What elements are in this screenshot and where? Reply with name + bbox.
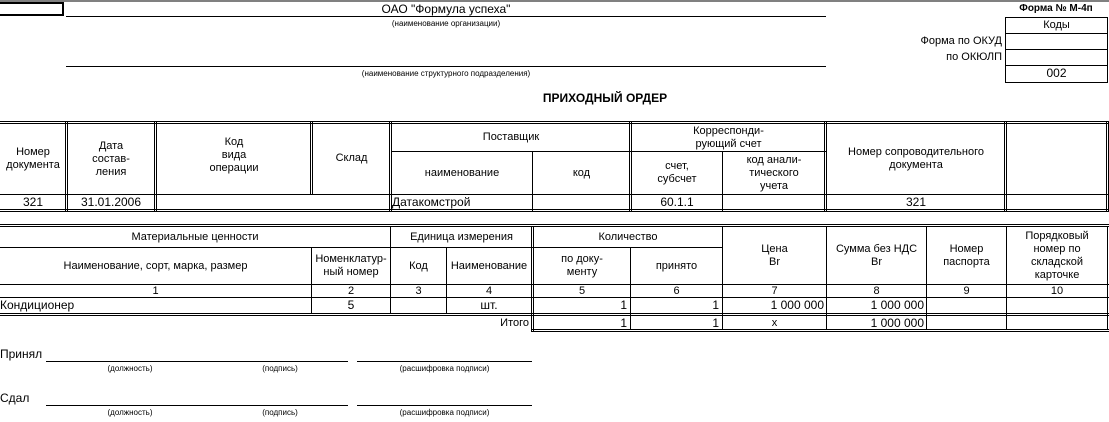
column-number: 1 — [152, 285, 159, 297]
header-date: Дата состав- ления — [92, 139, 130, 178]
column-number: 6 — [673, 285, 680, 297]
position-caption: (должность) — [107, 408, 153, 417]
total-sum-cell[interactable]: 1 000 000 — [870, 316, 924, 330]
column-number: 7 — [771, 285, 778, 297]
item-nomenclature-cell[interactable]: 5 — [347, 298, 355, 312]
form-number: Форма № М-4п — [1019, 3, 1093, 14]
decode-line[interactable] — [357, 405, 532, 406]
okud-label: Форма по ОКУД — [920, 35, 1002, 47]
header-extra — [1007, 124, 1106, 194]
extra-cell[interactable] — [1007, 195, 1106, 209]
decode-caption: (расшифровка подписи) — [399, 364, 490, 373]
header-account: счет, субсчет — [657, 160, 697, 185]
doc-number-cell[interactable]: 321 — [22, 195, 44, 209]
header-analytic-code: код анали- тического учета — [746, 153, 802, 192]
item-name-cell[interactable]: Кондиционер — [0, 298, 75, 312]
header-supplier: Поставщик — [482, 131, 540, 143]
supplier-code-cell[interactable] — [533, 195, 630, 209]
item-by-doc-cell[interactable]: 1 — [620, 298, 627, 312]
okud-code-field[interactable] — [1005, 33, 1108, 50]
document-title: ПРИХОДНЫЙ ОРДЕР — [542, 91, 668, 105]
header-accompanying-doc: Номер сопроводительного документа — [848, 146, 984, 171]
header-supplier-name: наименование — [424, 166, 500, 179]
position-signature-line[interactable] — [46, 405, 348, 406]
column-number: 8 — [873, 285, 880, 297]
okulp-code-field[interactable] — [1005, 49, 1108, 66]
signature-caption: (подпись) — [262, 364, 298, 373]
header-supplier-code: код — [572, 166, 591, 179]
header-corr-account: Корреспонди- рующий счет — [693, 124, 764, 150]
header-accepted: принято — [655, 259, 698, 272]
table-border — [1107, 226, 1108, 330]
item-sum-cell[interactable]: 1 000 000 — [870, 298, 924, 312]
item-passport-cell[interactable] — [927, 298, 1006, 313]
date-cell[interactable]: 31.01.2006 — [80, 195, 142, 209]
department-underline — [66, 66, 826, 67]
header-unit-code: Код — [409, 259, 428, 272]
item-accepted-cell[interactable]: 1 — [712, 298, 719, 312]
header-unit-name: Наименование — [450, 259, 528, 272]
column-number: 4 — [485, 285, 493, 297]
header-doc-number: Номер документа — [6, 146, 60, 171]
total-price-cell[interactable]: x — [771, 316, 778, 329]
organization-caption: (наименование организации) — [391, 19, 501, 28]
header-card: Порядковый номер по складской карточке — [1025, 229, 1089, 281]
selected-cell[interactable] — [0, 2, 64, 16]
item-unit-name-cell[interactable]: шт. — [480, 298, 498, 312]
decode-caption: (расшифровка подписи) — [399, 408, 490, 417]
header-nomenclature: Номенклатур- ный номер — [315, 253, 387, 278]
column-number: 10 — [1050, 285, 1064, 297]
signature-label: Сдал — [0, 391, 30, 405]
header-name: Наименование, сорт, марка, размер — [63, 259, 248, 272]
header-unit: Единица измерения — [410, 230, 513, 243]
accompanying-doc-cell[interactable]: 321 — [905, 195, 927, 209]
department-caption: (наименование структурного подразделения) — [361, 69, 531, 78]
item-price-cell[interactable]: 1 000 000 — [770, 298, 824, 312]
organization-underline — [66, 16, 826, 17]
account-cell[interactable]: 60.1.1 — [660, 195, 694, 209]
total-by-doc-cell[interactable]: 1 — [620, 316, 627, 330]
column-number: 9 — [963, 285, 970, 297]
column-number: 5 — [578, 285, 586, 297]
header-warehouse: Склад — [335, 151, 368, 164]
total-accepted-cell[interactable]: 1 — [712, 316, 719, 330]
total-label: Итого — [500, 316, 529, 329]
code-value-field[interactable]: 002 — [1005, 65, 1108, 83]
decode-line[interactable] — [357, 361, 532, 362]
total-passport-cell[interactable] — [927, 316, 1006, 330]
header-op-code: Код вида операции — [209, 136, 259, 174]
header-by-doc: по доку- менту — [561, 253, 603, 278]
okulp-label: по ОКЮЛП — [946, 51, 1002, 63]
signature-caption: (подпись) — [262, 408, 298, 417]
codes-header: Коды — [1005, 17, 1108, 34]
header-price: Цена Br — [761, 242, 788, 268]
analytic-code-cell[interactable] — [723, 195, 825, 209]
header-passport: Номер паспорта — [943, 242, 990, 268]
position-signature-line[interactable] — [46, 361, 348, 362]
total-card-cell[interactable] — [1007, 316, 1107, 330]
signature-label: Принял — [0, 347, 43, 361]
position-caption: (должность) — [107, 364, 153, 373]
header-sum: Сумма без НДС Br — [835, 242, 918, 268]
item-card-cell[interactable] — [1007, 298, 1107, 313]
supplier-name-cell[interactable]: Датакомстрой — [392, 195, 471, 209]
table-border — [0, 209, 1109, 212]
column-number: 2 — [347, 285, 355, 297]
header-material: Материальные ценности — [131, 230, 259, 243]
column-number: 3 — [415, 285, 422, 297]
organization-name[interactable]: ОАО "Формула успеха" — [381, 2, 511, 16]
header-quantity: Количество — [598, 230, 658, 243]
item-unit-code-cell[interactable] — [391, 298, 446, 313]
op-code-cell[interactable] — [157, 195, 389, 209]
